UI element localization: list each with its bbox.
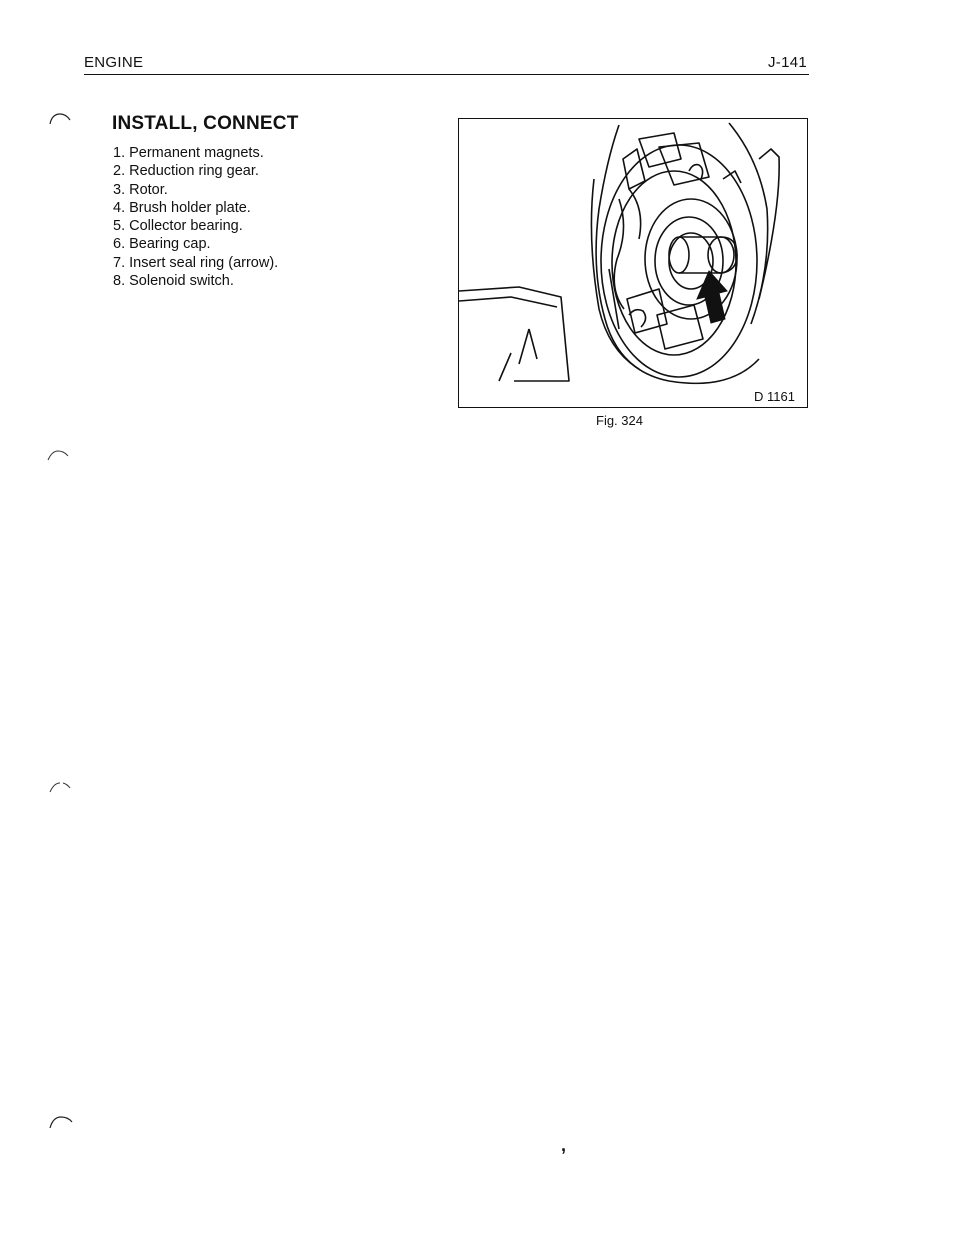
seal-ring-arrow <box>697 271 727 323</box>
step-item: 3. Rotor. <box>113 181 168 198</box>
step-item: 7. Insert seal ring (arrow). <box>113 254 279 271</box>
binder-hole-mark <box>48 780 72 794</box>
step-item: 1. Permanent magnets. <box>113 145 264 161</box>
starter-motor-figure <box>458 118 808 408</box>
stray-mark: , <box>561 1135 567 1155</box>
step-item: 6. Bearing cap. <box>113 236 211 253</box>
page-header <box>84 50 809 75</box>
figure-caption: Fig. 324 <box>596 413 643 428</box>
header-section: ENGINE <box>84 54 144 71</box>
binder-hole-mark <box>48 112 72 126</box>
step-item: 5. Collector bearing. <box>113 218 243 235</box>
binder-hole-mark <box>46 448 70 462</box>
step-item: 2. Reduction ring gear. <box>113 163 259 180</box>
binder-hole-mark <box>48 1114 74 1130</box>
figure-id-label: D 1161 <box>754 389 795 404</box>
procedure-steps <box>113 144 278 290</box>
step-item: 4. Brush holder plate. <box>113 199 251 216</box>
step-item: 8. Solenoid switch. <box>113 273 234 290</box>
starter-motor-illustration <box>459 119 808 408</box>
header-page-number: J-141 <box>767 54 807 71</box>
section-heading: INSTALL, CONNECT <box>112 113 299 134</box>
